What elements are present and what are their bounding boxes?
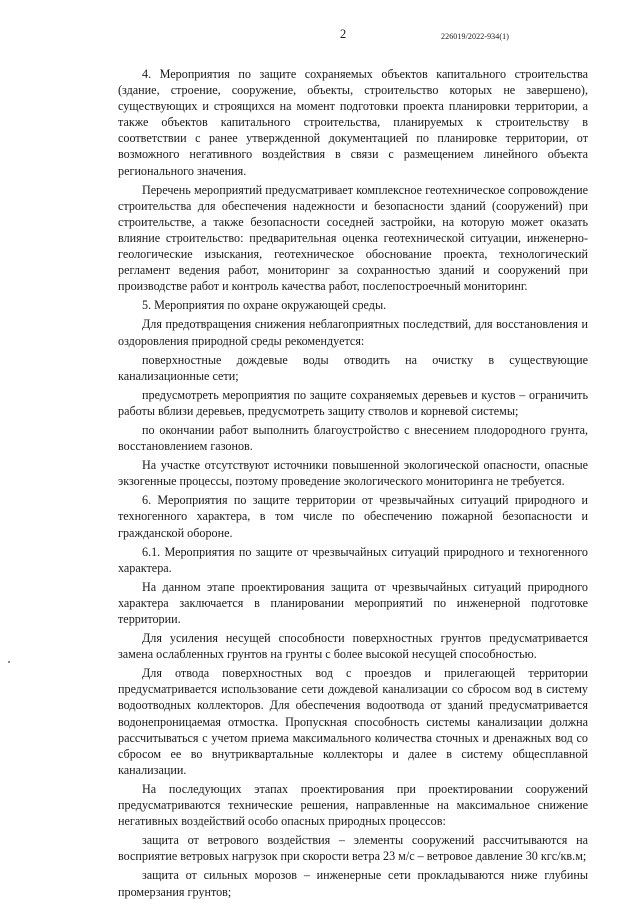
paragraph-section-5-heading: 5. Мероприятия по охране окружающей среды. bbox=[142, 298, 387, 313]
paragraph-section-6-heading: 6. Мероприятия по защите территории от чрезвычайных ситуаций природного и техногенного характера, в том числе по обеспечению пожарной безопасности и гражданской обороне. bbox=[118, 493, 588, 540]
paragraph-future-design-stages: На последующих этапах проектирования при проектировании сооружений предусматриваются технические решения, направленные на максимальное снижение негативных воздействий особо опасных природных процессов: bbox=[118, 781, 588, 829]
paragraph-engineering-preparation: На данном этапе проектирования защита от чрезвычайных ситуаций природного характера заключается в планировании мероприятий по инженерной подготовке территории. bbox=[118, 579, 588, 626]
paragraph-tree-protection: предусмотреть мероприятия по защите сохраняемых деревьев и кустов – ограничить работы вблизи деревьев, предусмотреть защиту стволов и корневой системы; bbox=[118, 387, 588, 418]
paragraph-surface-water: поверхностные дождевые воды отводить на очистку в существующие канализационные сети; bbox=[118, 352, 588, 383]
paragraph-environment-intro: Для предотвращения снижения неблагоприятных последствий, для восстановления и оздоровления природной среды рекомендуется: bbox=[118, 317, 588, 348]
paragraph-frost-protection: защита от сильных морозов – инженерные сети прокладываются ниже глубины промерзания грунтов; bbox=[118, 868, 588, 899]
paragraph-drainage: Для отвода поверхностных вод с проездов и прилегающей территории предусматривается использование сети дождевой канализации со сбросом вод в систему водоотводных коллекторов. Для обеспечения водоотвода от зданий предусматривается водонепроницаемая отмостка. Пропускная способность системы канализации должна рассчитываться с учетом приема максимального количества сточных и дренажных вод со сбросом ее во внутриквартальные коллекторы и далее в систему общесплавной канализации. bbox=[118, 666, 588, 777]
page-number: 2 bbox=[340, 27, 347, 41]
paragraph-landscaping: по окончании работ выполнить благоустройство с внесением плодородного грунта, восстановлением газонов. bbox=[118, 422, 588, 454]
paragraph-wind-protection: защита от ветрового воздействия – элементы сооружений рассчитываются на восприятие ветровых нагрузок при скорости ветра 23 м/с – ветровое давление 30 кгс/кв.м; bbox=[118, 833, 588, 864]
paragraph-geotechnical-measures: Перечень мероприятий предусматривает комплексное геотехническое сопровождение строительства для обеспечения надежности и безопасности зданий (сооружений) при строительстве, а также безопасности соседней застройки, на которую может оказать влияние строительство: предварительная оценка геотехнической ситуации, инженерно-геологические изыскания, геотехническое обоснование проекта, технологический регламент ведения работ, мониторинг за сохранностью зданий и сооружений при производстве работ и контроль качества работ, послепостроечный мониторинг. bbox=[118, 182, 588, 294]
document-code: 226019/2022-934(1) bbox=[441, 32, 510, 41]
paragraph-no-ecological-hazards: На участке отсутствуют источники повышенной экологической опасности, опасные экзогенные процессы, поэтому проведение экологического мониторинга не требуется. bbox=[118, 458, 588, 489]
scan-artifact-dot bbox=[8, 661, 10, 663]
document-body bbox=[118, 66, 588, 903]
paragraph-section-4-heading: 4. Мероприятия по защите сохраняемых объектов капитального строительства (здание, строение, сооружение, объекты, строительство которых не завершено), существующих и строящихся на момент подготовки проекта планировки территории, а также объектов капитального строительства, планируемых к строительству в соответствии с ранее утвержденной документацией по планировке территории, от возможного негативного воздействия в связи с размещением линейного объекта регионального значения. bbox=[118, 67, 588, 178]
paragraph-section-6-1-heading: 6.1. Мероприятия по защите от чрезвычайных ситуаций природного и техногенного характера. bbox=[118, 544, 588, 575]
paragraph-soil-reinforcement: Для усиления несущей способности поверхностных грунтов предусматривается замена ослабленных грунтов на грунты с более высокой несущей способностью. bbox=[118, 631, 588, 662]
